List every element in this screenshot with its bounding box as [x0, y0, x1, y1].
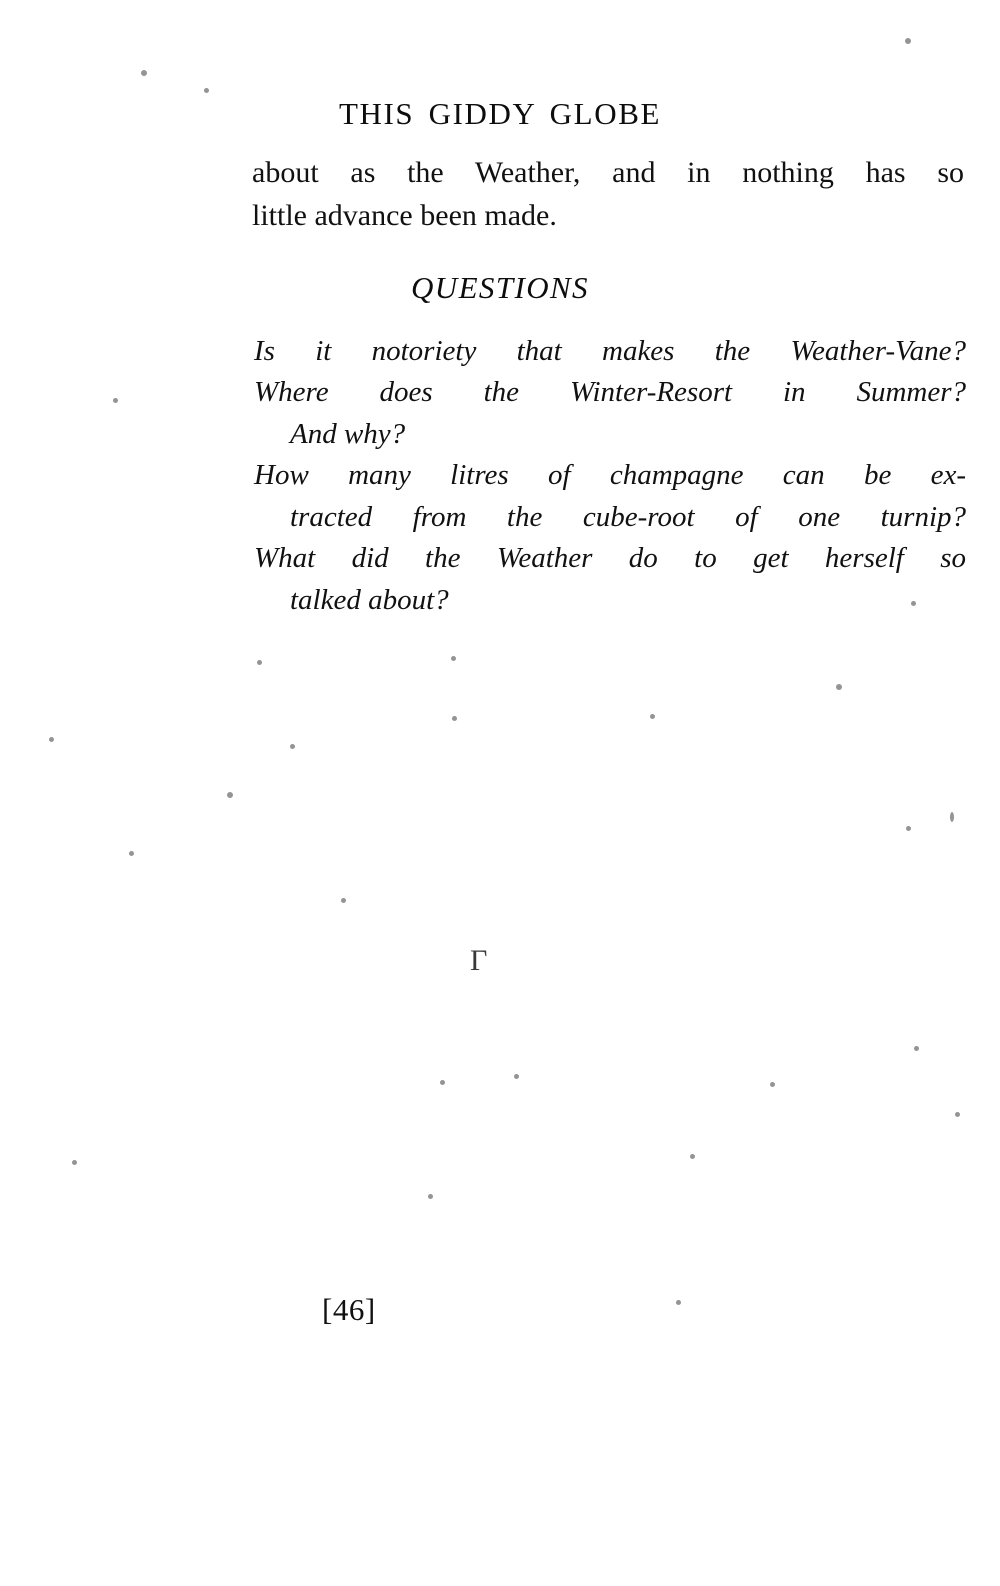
question-line: Is it notoriety that makes the Weather-Vane?	[254, 335, 966, 367]
paragraph-line: about as the Weather, and in nothing has so	[252, 156, 964, 189]
question-line: What did the Weather do to get herself so	[254, 542, 966, 575]
stray-ink-mark: Γ	[470, 944, 488, 977]
section-heading: QUESTIONS	[411, 270, 589, 305]
question-line: Where does the Winter-Resort in Summer?	[254, 376, 966, 409]
list-item	[254, 331, 966, 372]
body-text-block	[252, 152, 964, 237]
questions-list	[254, 331, 966, 621]
list-item	[254, 455, 966, 538]
list-item	[254, 372, 966, 455]
list-item	[254, 538, 966, 621]
question-line: talked about?	[290, 583, 449, 616]
page-number: [46]	[322, 1292, 376, 1327]
paragraph	[252, 152, 964, 237]
question-line: How many litres of champagne can be ex-	[254, 459, 966, 492]
page-title: THIS GIDDY GLOBE	[338, 96, 662, 131]
question-line: And why?	[290, 417, 406, 450]
question-line: tracted from the cube-root of one turnip?	[290, 500, 966, 533]
paragraph-line: little advance been made.	[252, 198, 557, 232]
